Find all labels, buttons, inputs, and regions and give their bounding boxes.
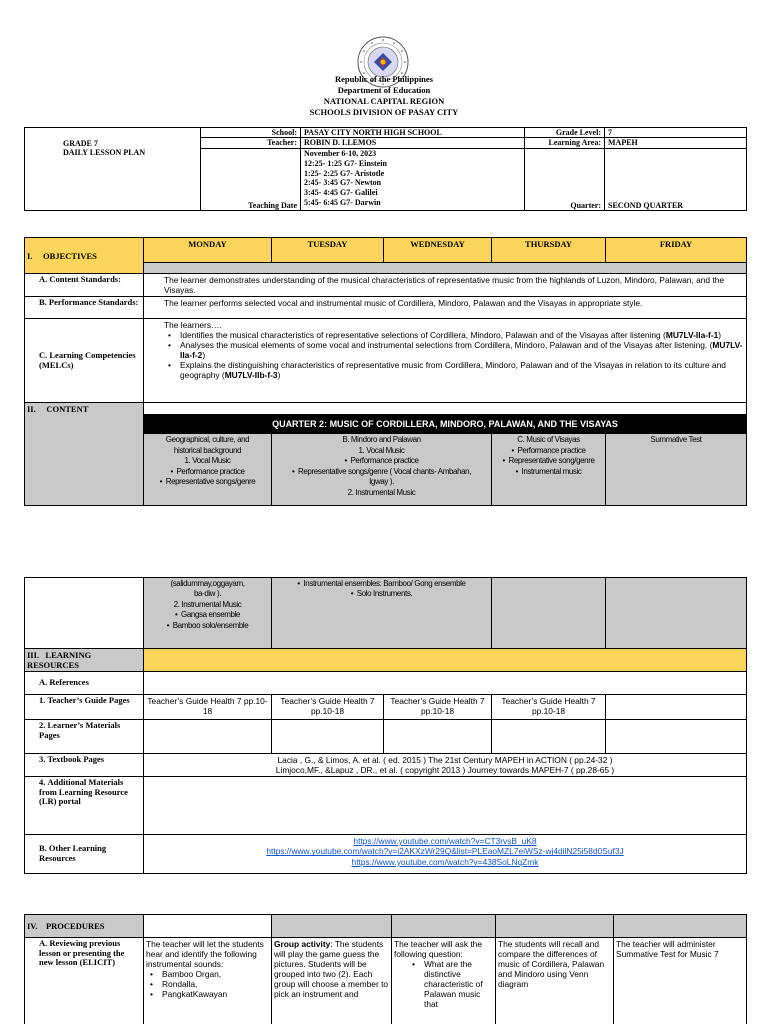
learning-area-label: Learning Area: bbox=[525, 138, 605, 149]
schedule-line: 12:25- 1:25 G7- Einstein bbox=[304, 158, 387, 168]
lm-wednesday bbox=[384, 720, 492, 754]
learning-area-value: MAPEH bbox=[605, 138, 747, 149]
procedures-heading: IV. PROCEDURES bbox=[25, 915, 144, 938]
header-line: NATIONAL CAPITAL REGION bbox=[323, 96, 445, 106]
content-cont-friday bbox=[606, 578, 747, 649]
content-thursday: C. Music of Visayas • Performance practice • Representative song/genre • Instrumental music bbox=[492, 434, 606, 506]
school-label: School: bbox=[201, 128, 301, 138]
resource-link[interactable]: https://www.youtube.com/watch?v=438SoLNqZmk bbox=[351, 856, 539, 867]
tg-thursday: Teacher’s Guide Health 7 pp.10-18 bbox=[492, 695, 606, 720]
textbook-ref: Lacia , G., & Limos, A. et al. ( ed. 2015 ) The 21st Century MAPEH in ACTION ( pp.24-32 ) bbox=[277, 755, 613, 765]
proc-head-wednesday bbox=[392, 915, 496, 938]
quarter-value: SECOND QUARTER bbox=[605, 149, 747, 211]
schedule-line: 1:25- 2:25 G7- Aristotle bbox=[304, 168, 385, 178]
proc-a-thursday: The students will recall and compare the differences of music of Cordillera, Palawan and Mindoro using Venn diagram bbox=[496, 938, 614, 1024]
content-cont-label bbox=[25, 578, 144, 649]
objectives-heading: I. OBJECTIVES bbox=[25, 238, 144, 274]
procedures-table bbox=[24, 914, 747, 1024]
proc-head-thursday bbox=[496, 915, 614, 938]
grade-level-label: Grade Level: bbox=[525, 128, 605, 138]
resources-header-bar bbox=[144, 649, 747, 672]
day-wednesday: WEDNESDAY bbox=[384, 238, 492, 263]
tg-friday bbox=[606, 695, 747, 720]
quarter-banner: QUARTER 2: MUSIC OF CORDILLERA, MINDORO, PALAWAN, AND THE VISAYAS bbox=[144, 415, 747, 434]
objectives-content-table bbox=[24, 237, 747, 506]
teacher-label: Teacher: bbox=[201, 138, 301, 149]
school-value: PASAY CITY NORTH HIGH SCHOOL bbox=[301, 128, 525, 138]
agency-header bbox=[0, 74, 768, 118]
competency-item: • Analyses the musical elements of some vocal and instrumental selections from Cordillera, Mindoro, Palawan and of the Visayas after listening. (MU7LV-IIa-f-2) bbox=[164, 340, 744, 360]
tg-wednesday: Teacher’s Guide Health 7 pp.10-18 bbox=[384, 695, 492, 720]
lm-thursday bbox=[492, 720, 606, 754]
plan-label: DAILY LESSON PLAN bbox=[63, 148, 146, 157]
textbook-label: 3. Textbook Pages bbox=[25, 754, 144, 777]
textbook-cell bbox=[144, 754, 747, 777]
lm-monday bbox=[144, 720, 272, 754]
proc-a-tuesday: Group activity: The students will play the game guess the pictures. Students will be grouped into two (2). Each group will choose a member to pick an instrument and bbox=[272, 938, 392, 1024]
learning-resources-heading: III. LEARNING RESOURCES bbox=[25, 649, 144, 672]
proc-head-friday bbox=[614, 915, 747, 938]
content-standards-label: A. Content Standards: bbox=[25, 274, 144, 297]
content-cont-thursday bbox=[492, 578, 606, 649]
competency-code: MU7LV-IIa-f-1 bbox=[665, 330, 719, 340]
competency-code: MU7LV-IIa-f-2 bbox=[180, 340, 743, 360]
day-tuesday: TUESDAY bbox=[272, 238, 384, 263]
content-standards-text: The learner demonstrates understanding of the musical characteristics of representative music from the highlands of Luzon, Mindoro, Palawan, and the Visayas. bbox=[144, 274, 747, 297]
lm-friday bbox=[606, 720, 747, 754]
learning-competencies-cell bbox=[144, 319, 747, 403]
grade-label: GRADE 7 bbox=[63, 139, 98, 148]
proc-a-friday: The teacher will administer Summative Test for Music 7 bbox=[614, 938, 747, 1024]
teachers-guide-label: 1. Teacher’s Guide Pages bbox=[25, 695, 144, 720]
schedule-line: 3:45- 4:45 G7- Galilei bbox=[304, 188, 378, 198]
teaching-date-label: Teaching Date bbox=[201, 149, 301, 211]
proc-head-tuesday bbox=[272, 915, 392, 938]
grade-plan-cell bbox=[25, 128, 201, 211]
reviewing-label: A. Reviewing previous lesson or presenting the new lesson (ELICIT) bbox=[25, 938, 144, 1024]
competencies-intro: The learners…. bbox=[164, 320, 222, 330]
content-monday: Geographical, culture, and historical background 1. Vocal Music • Performance practice • Representative songs/genre bbox=[144, 434, 272, 506]
resources-table bbox=[24, 577, 747, 874]
schedule-cell bbox=[301, 149, 525, 211]
resource-link[interactable]: https://www.youtube.com/watch?v=i2AKXzWr29Q&list=PLEaoMZL7eiWSz-wj4dilN25i58d0Suf3J bbox=[266, 846, 624, 857]
day-thursday: THURSDAY bbox=[492, 238, 606, 263]
competency-item: • Explains the distinguishing characteristics of representative music from Cordillera, Mindoro, Palawan and of the Visayas in relation to its culture and geography (MU7LV-IIb-f-3) bbox=[164, 360, 744, 380]
other-resources-label: B. Other Learning Resources bbox=[25, 835, 144, 874]
content-spacer bbox=[144, 403, 747, 415]
lesson-info-table bbox=[24, 127, 747, 211]
competency-item: • Identifies the musical characteristics of representative selections of Cordillera, Mindoro, Palawan and of the Visayas after listening (MU7LV-IIa-f-1) bbox=[164, 330, 744, 340]
content-heading: II. CONTENT bbox=[25, 403, 144, 506]
proc-a-wednesday: The teacher will ask the following question: • What are the distinctive characteristic of Palawan music that bbox=[392, 938, 496, 1024]
competency-code: MU7LV-IIb-f-3 bbox=[224, 370, 278, 380]
content-cont-monday: (salidummay,oggayam, ba-diw ). 2. Instrumental Music • Gangsa ensemble • Bamboo solo/ensemble bbox=[144, 578, 272, 649]
tg-tuesday: Teacher’s Guide Health 7 pp.10-18 bbox=[272, 695, 384, 720]
content-tuesday-wednesday: B. Mindoro and Palawan 1. Vocal Music • Performance practice • Representative songs/genre ( Vocal chants- Ambahan, Igway ). 2. Instrumental Music bbox=[272, 434, 492, 506]
other-resources-cell bbox=[144, 835, 747, 874]
performance-standards-label: B. Performance Standards: bbox=[25, 297, 144, 319]
proc-a-monday: The teacher will let the students hear and identify the following instrumental sounds: • Bamboo Organ, • Rondalla, • PangkatKawayan bbox=[144, 938, 272, 1024]
lm-tuesday bbox=[272, 720, 384, 754]
learning-competencies-label: C. Learning Competencies (MELCs) bbox=[25, 319, 144, 403]
resource-link[interactable]: https://www.youtube.com/watch?v=CT3rvsB_uK8 bbox=[353, 836, 537, 846]
textbook-ref: Limjoco,MF., &Lapuz , DR., et al. ( copyright 2013 ) Journey towards MAPEH-7 ( pp.28-65 ) bbox=[275, 765, 615, 775]
header-line: SCHOOLS DIVISION OF PASAY CITY bbox=[309, 107, 459, 117]
schedule-line: November 6-10, 2023 bbox=[304, 149, 377, 158]
quarter-label: Quarter: bbox=[525, 149, 605, 211]
objectives-spacer bbox=[144, 263, 747, 274]
grade-level-value: 7 bbox=[605, 128, 747, 138]
day-monday: MONDAY bbox=[144, 238, 272, 263]
tg-monday: Teacher’s Guide Health 7 pp.10-18 bbox=[144, 695, 272, 720]
schedule-line: 5:45- 6:45 G7- Darwin bbox=[304, 197, 381, 207]
references-cell bbox=[144, 672, 747, 695]
content-cont-tuesday: • Instrumental ensembles: Bamboo/ Gong ensemble • Solo Instruments. bbox=[272, 578, 492, 649]
learners-materials-label: 2. Learner’s Materials Pages bbox=[25, 720, 144, 754]
proc-head-monday bbox=[144, 915, 272, 938]
additional-materials-label: 4. Additional Materials from Learning Resource (LR) portal bbox=[25, 777, 144, 835]
content-friday: Summative Test bbox=[606, 434, 747, 506]
schedule-line: 2:45- 3:45 G7- Newton bbox=[304, 178, 382, 188]
additional-materials-cell bbox=[144, 777, 747, 835]
teacher-value: ROBIN D. LLEMOS bbox=[301, 138, 525, 149]
performance-standards-text: The learner performs selected vocal and instrumental music of Cordillera, Mindoro, Palawan and the Visayas in appropriate style. bbox=[144, 297, 747, 319]
references-label: A. References bbox=[25, 672, 144, 695]
day-friday: FRIDAY bbox=[606, 238, 747, 263]
header-line: Department of Education bbox=[337, 85, 431, 95]
header-line: Republic of the Philippines bbox=[334, 74, 433, 84]
